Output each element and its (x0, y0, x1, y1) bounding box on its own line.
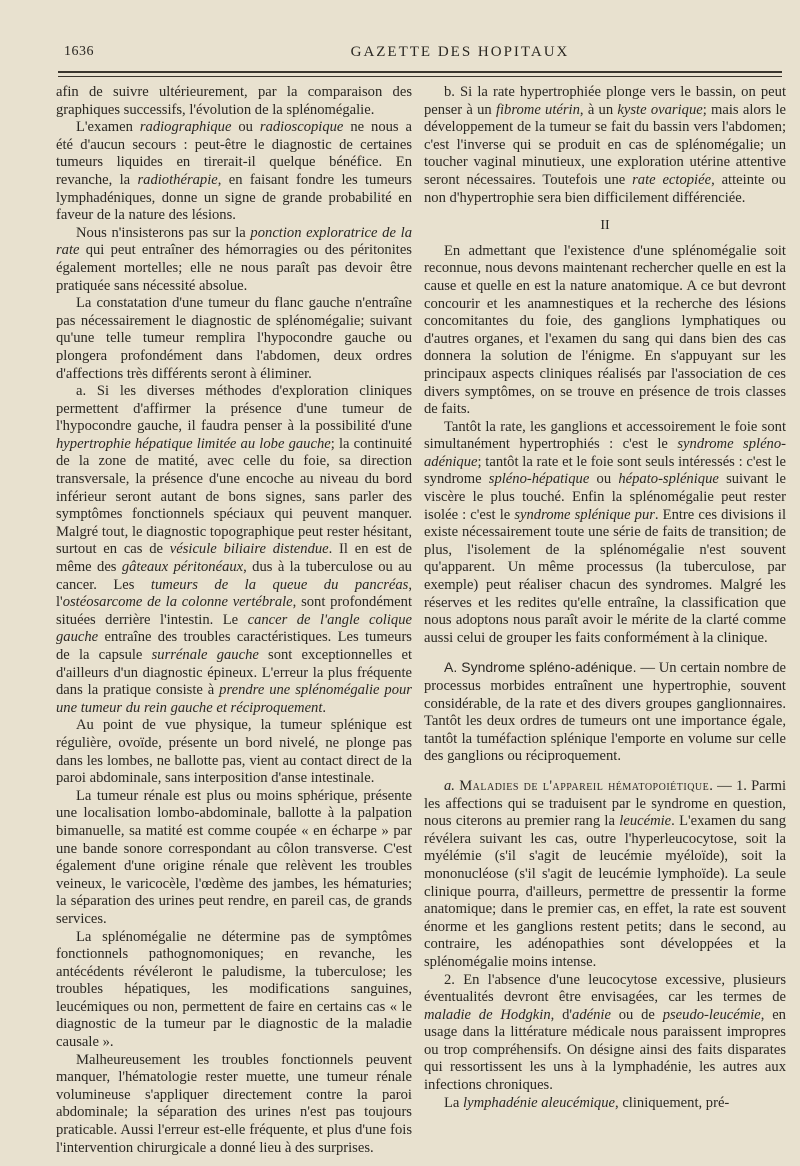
paragraph (424, 419, 786, 648)
text-run: b. Si la rate hypertrophiée plonge vers le bassin, on peut penser à un (424, 84, 786, 118)
text-run: . Il en est de même des (56, 541, 412, 576)
italic-term: kyste ovarique (617, 101, 703, 118)
text-run: suivant le viscère le plus touché. Enfin la splénomégalie peut rester isolée : c'est le (424, 471, 786, 523)
italic-term: ostéosarcome de la colonne vertébrale (62, 594, 293, 611)
paragraph: La tumeur rénale est plus ou moins sphérique, présente une localisation lombo-abdominale, ballotte à la palpation bimanuelle, sa matité est comme coupée « en écharpe » par une bande sonore correspondant au côlon transverse. C'est également d'une origine rénale que relèvent les troubles veineux, le varicocèle, l'œdème des jambes, les hématuries; la séparation des urines peut rendre, en pareil cas, de grands services. (56, 787, 412, 927)
left-column (56, 84, 412, 1157)
text-run: ou (589, 471, 619, 488)
text-run: , l' (56, 576, 412, 611)
italic-term: hypertrophie hépatique limitée au lobe gauche (56, 435, 331, 452)
italic-term: a. (444, 777, 460, 794)
header-rule-thick (58, 71, 782, 73)
paragraph: Malheureusement les troubles fonctionnels peuvent manquer, l'hématologie rester muette, une tumeur rénale volumineuse s'appliquer directement contre la paroi abdominale; la séparation des urines n'est pas toujours praticable. Aussi l'erreur est-elle fréquente, et plus d'une fois l'intervention chirurgicale a donné lieu à des surprises. (56, 1051, 412, 1156)
page-header (58, 44, 782, 68)
text-run: qui peut entraîner des hémorragies ou des péritonites également mortelles; elle ne nous paraît pas devoir être pratiquée sans nécessité absolue. (56, 242, 412, 294)
text-run: L'examen (76, 119, 140, 136)
paragraph (424, 659, 786, 766)
paragraph (56, 383, 412, 717)
text-run: , cliniquement, pré- (615, 1094, 730, 1111)
paragraph: La splénomégalie ne détermine pas de symptômes fonctionnels pathognomoniques; en revanche, les antécédents révéleront le paludisme, la tuberculose; les troubles hépatiques, les modifications sanguines, leucémiques ou non, permettent de faire en certains cas « le diagnostic de la tumeur par le diagnostic de la maladie causale ». (56, 928, 412, 1051)
paragraph (424, 84, 786, 207)
text-run: ne nous a été d'aucun secours : peut-être le diagnostic de certaines tumeurs liquides en tirerait-il quelque bénéfice. En revanche, la (56, 119, 412, 188)
italic-term: hépato-splénique (618, 471, 719, 488)
text-run: sont exceptionnelles et d'ailleurs d'un diagnostic épineux. L'erreur la plus fréquente dans la pratique consiste à (56, 647, 413, 699)
text-run: , en faisant fondre les tumeurs lymphadéniques, donne un signe de grande probabilité en faveur de la nature des lésions. (56, 171, 412, 224)
paragraph (56, 225, 412, 295)
text-run: — Un certain nombre de processus morbides entraînent une hypertrophie, souvent considérable, de la rate et des divers groupes ganglionnaires. Tantôt les deux ordres de tumeurs ont une importance égale, tantôt la tuméfaction splénique l'emporte en volume sur celle des ganglions ou réciproquement. (424, 660, 786, 765)
sub-heading: A. Syndrome spléno-adénique. (444, 659, 637, 676)
text-run: La (444, 1094, 464, 1111)
italic-term: pseudo-leucémie (662, 1006, 761, 1023)
text-run: , à un (579, 101, 618, 118)
right-column (424, 84, 786, 1112)
text-run: ; la continuité de la zone de matité, avec celle du foie, sa direction transversale, la présence d'une encoche au niveau du bord inférieur seront autant de bons signes, sans parler des symptômes fonctionnels spéciaux qui peuvent manquer. Malgré tout, le diagnostic topographique peut rester hésitant, surtout en cas de (56, 435, 412, 558)
italic-term: radiothérapie (137, 171, 218, 188)
text-run: ou (231, 119, 260, 136)
italic-term: lymphadénie aleucémique (463, 1094, 616, 1111)
text-run: ; tantôt la rate et le foie sont seuls intéressés : c'est le syndrome (424, 453, 786, 488)
italic-term: syndrome spléno-adénique (424, 436, 786, 470)
smallcaps-heading: Maladies de l'appareil hématopoiétique (459, 777, 710, 794)
text-run: Nous n'insisterons pas sur la (76, 224, 251, 241)
text-run: entraîne des troubles caractéristiques. Les tumeurs de la capsule (56, 629, 412, 663)
italic-term: gâteaux péritonéaux (121, 559, 244, 576)
text-run: , atteinte ou non d'hypertrophie sera bien difficilement différenciée. (424, 171, 786, 206)
text-run: , en usage dans la littérature médicale nous paraissent impropres ou trop compréhensifs. On désigne ainsi des faits disparates qui ressortissent les uns à la lymphadénie, les autres aux infections chroniques. (424, 1006, 786, 1094)
italic-term: syndrome splénique pur (514, 506, 655, 523)
italic-term: radiographique (139, 119, 232, 136)
paragraph: afin de suivre ultérieurement, par la comparaison des graphiques successifs, l'évolution de la splénomégalie. (56, 84, 412, 118)
paragraph: La constatation d'une tumeur du flanc gauche n'entraîne pas nécessairement le diagnostic de splénomégalie; suivant qu'une telle tumeur remplira l'hypocondre gauche ou plongera profondément dans l'abdomen, deux ordres d'affections très différents seront à éliminer. (56, 295, 412, 382)
paragraph (424, 972, 786, 1095)
text-run: . — 1. Parmi les affections qui se traduisent par le syndrome en question, nous citerons au premier rang la (424, 777, 787, 830)
paragraph: Au point de vue physique, la tumeur splénique est régulière, ovoïde, présente un bord nivelé, ne plonge pas dans les lombes, ne ballotte pas, vient au contact direct de la paroi abdominale, sans interposition d'anse intestinale. (56, 717, 412, 787)
italic-term: prendre une splénomégalie pour une tumeur du rein gauche et réciproquement (56, 682, 412, 716)
italic-term: tumeurs de la queue du pancréas (150, 576, 409, 593)
italic-term: surrénale gauche (151, 647, 259, 663)
italic-term: ponction exploratrice de la rate (56, 224, 412, 259)
text-run: . (322, 699, 327, 716)
paragraph (424, 1095, 786, 1113)
journal-title: GAZETTE DES HOPITAUX (350, 44, 570, 60)
italic-term: fibrome utérin (495, 101, 580, 118)
italic-term: cancer de l'angle colique gauche (56, 611, 412, 646)
italic-term: adénie (572, 1006, 611, 1023)
paragraph (424, 778, 786, 972)
text-run: , d' (550, 1006, 573, 1023)
text-run: 2. En l'absence d'une leucocytose excessive, plusieurs éventualités devront être envisagées, car les termes de (424, 971, 786, 1006)
text-run: . L'examen du sang révélera suivant les cas, outre l'hyperleucocytose, soit la myélémie (s'il s'agit de leucémie myéloïde), soit la mononucléose (s'il s'agit de leucémie lymphoïde). La seule clinique pourra, d'ailleurs, permettre de pressentir la forme anatomique; dans le premier cas, en effet, la rate est souvent énorme et les ganglions restent petits; dans le second, au contraire, les adénopathies sont développées et la splénomégalie moins intense. (424, 813, 786, 970)
page-number: 1636 (64, 44, 94, 59)
paragraph (56, 119, 412, 225)
text-run: , sont profondément situées derrière l'intestin. Le (56, 594, 412, 628)
paragraph: En admettant que l'existence d'une splénomégalie soit reconnue, nous devons maintenant rechercher quelle en est la cause et quelle en est la nature anatomique. A ce but devront concourir et les anamnestiques et la recherche des lésions concomitantes du foie, des ganglions lymphatiques ou d'autres organes, et l'examen du sang qui dans bien des cas donnera la solution de l'énigme. En s'appuyant sur les principaux aspects cliniques réalisés par l'association de ces divers symptômes, on se trouve en présence de trois classes de faits. (424, 242, 786, 418)
text-run: ou de (610, 1006, 663, 1023)
italic-term: rate ectopiée (632, 171, 712, 188)
text-run: ; mais alors le développement de la tumeur se fait du bassin vers l'abdomen; c'est l'inverse qui se produit en cas de splénomégalie; un toucher vaginal minutieux, une exploration utérine attentive seront nécessaires. Toutefois une (424, 101, 787, 188)
text-run: , dus à la tuberculose ou au cancer. Les (56, 559, 412, 593)
italic-term: radioscopique (259, 119, 344, 136)
text-run: . Entre ces divisions il existe nécessairement toute une série de faits de transition; de plus, l'isolement de la splénomégalie n'est souvent qu'apparent. Un même processus (la tuberculose, par exemple) peut réaliser chacun des syndromes. Malgré les réserves et les redites qu'elle entraîne, la classification que nous adoptons nous paraît avoir le mérite de la clarté comme aussi celui de grouper les faits conformément à la clinique. (424, 506, 786, 646)
italic-term: spléno-hépatique (488, 471, 590, 488)
text-run: Tantôt la rate, les ganglions et accessoirement le foie sont simultanément hypertrophiés : c'est le (424, 418, 786, 453)
italic-term: vésicule biliaire distendue (169, 541, 329, 558)
section-numeral: II (600, 218, 610, 234)
italic-term: maladie de Hodgkin (424, 1006, 551, 1023)
text-run: a. Si les diverses méthodes d'exploration cliniques permettent d'affirmer la présence d'une tumeur de l'hypocondre gauche, il faudra penser à la possibilité d'une (56, 383, 412, 435)
header-rule-thin (58, 76, 782, 77)
italic-term: leucémie (619, 813, 672, 830)
